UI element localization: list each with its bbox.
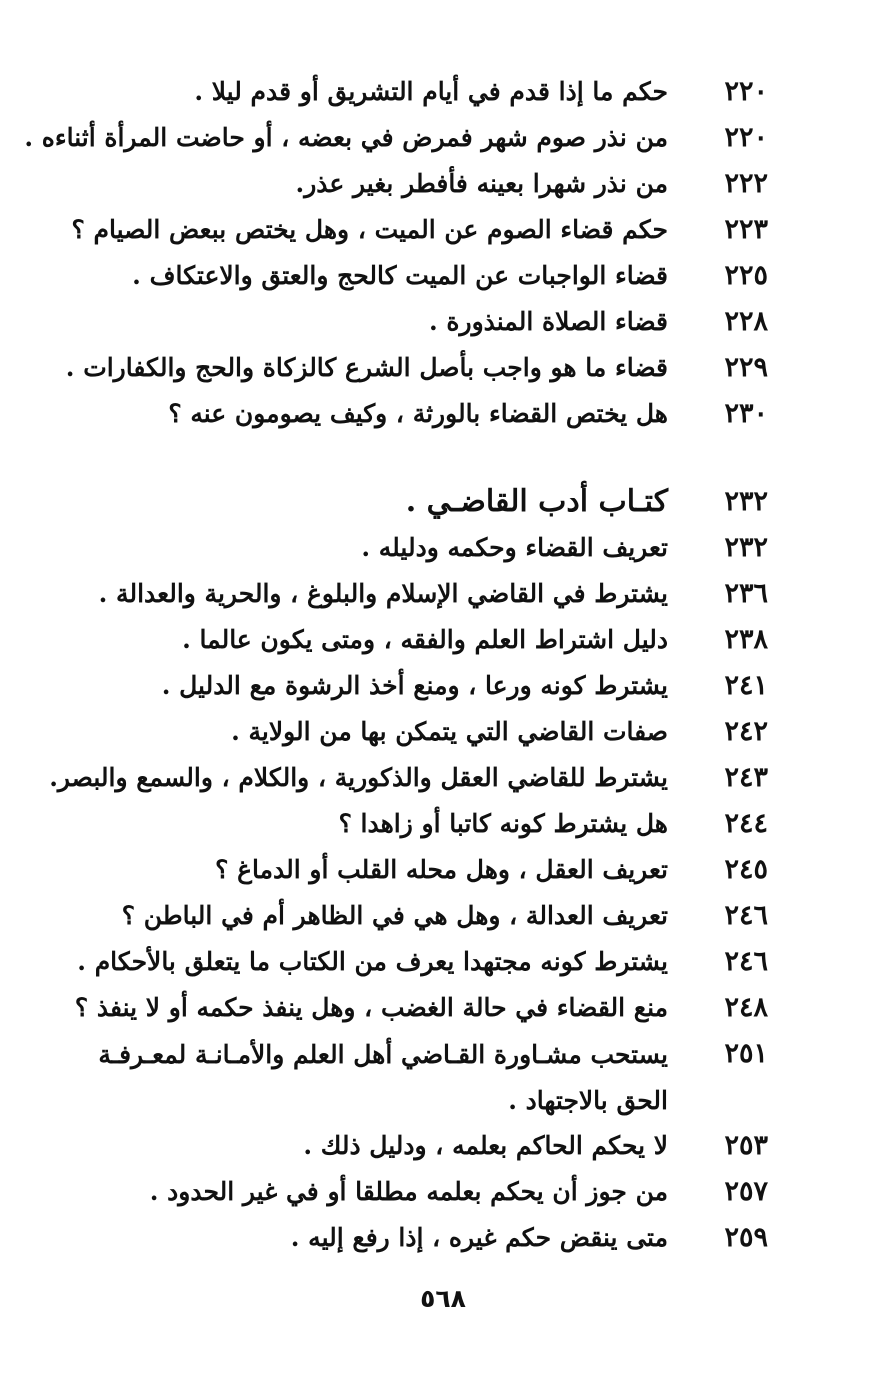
toc-entry-title: من نذر شهرا بعينه فأفطر بغير عذر. (295, 169, 668, 198)
toc-entry (0, 116, 886, 160)
toc-page-number: ٢٥٣ (724, 1130, 768, 1161)
toc-entry (0, 70, 886, 114)
toc-entry (0, 1216, 886, 1260)
toc-entry-title: يشترط للقاضي العقل والذكورية ، والكلام ، والسمع والبصر. (49, 763, 668, 792)
toc-entry-title: هل يشترط كونه كاتبا أو زاهدا ؟ (338, 809, 668, 838)
toc-entry-title: متى ينقض حكم غيره ، إذا رفع إليه . (290, 1223, 668, 1252)
toc-page-number: ٢٤٣ (724, 762, 768, 793)
toc-page-number: ٢٢٥ (724, 260, 768, 291)
toc-entry (0, 254, 886, 298)
toc-page-number: ٢٢٠ (724, 122, 768, 153)
toc-page-number: ٢٥٧ (724, 1176, 768, 1207)
toc-entry-title: حكم ما إذا قدم في أيام التشريق أو قدم ليلا . (194, 77, 668, 106)
toc-page-number: ٢٣٦ (724, 578, 768, 609)
toc-entry-title: قضاء ما هو واجب بأصل الشرع كالزكاة والحج والكفارات . (65, 353, 668, 382)
toc-page-number: ٢٢٣ (724, 214, 768, 245)
toc-entry-title: من جوز أن يحكم بعلمه مطلقا أو في غير الحدود . (149, 1177, 668, 1206)
toc-page-number: ٢٥٩ (724, 1222, 768, 1253)
toc-entry (0, 1032, 886, 1124)
toc-entry (0, 848, 886, 892)
toc-entry-title: يشترط في القاضي الإسلام والبلوغ ، والحرية والعدالة . (98, 579, 668, 608)
toc-entry-title: حكم قضاء الصوم عن الميت ، وهل يختص ببعض الصيام ؟ (71, 215, 668, 244)
toc-entry (0, 894, 886, 938)
toc-page-number: ٢٢٨ (724, 306, 768, 337)
toc-page-number: ٢٤٤ (724, 808, 768, 839)
toc-section-heading (0, 480, 886, 524)
toc-entry-title: لا يحكم الحاكم بعلمه ، ودليل ذلك . (303, 1131, 668, 1160)
toc-entry (0, 346, 886, 390)
toc-entry-title: هل يختص القضاء بالورثة ، وكيف يصومون عنه ؟ (168, 399, 668, 428)
toc-page-number: ٢٣٠ (724, 398, 768, 429)
toc-entry-title: تعريف القضاء وحكمه ودليله . (361, 533, 668, 562)
toc-entry (0, 756, 886, 800)
toc-page-number: ٢٥١ (724, 1038, 768, 1069)
toc-entry-title: قضاء الواجبات عن الميت كالحج والعتق والاعتكاف . (132, 261, 668, 290)
toc-page-number: ٢٤٥ (724, 854, 768, 885)
toc-entry (0, 392, 886, 436)
page-number-footer: ٥٦٨ (420, 1284, 466, 1313)
toc-page-number: ٢٣٢ (724, 532, 768, 563)
table-of-contents (0, 70, 886, 1270)
toc-entry (0, 162, 886, 206)
toc-page-number: ٢٤٦ (724, 900, 768, 931)
toc-entry (0, 1170, 886, 1214)
toc-entry (0, 986, 886, 1030)
toc-page-number: ٢٢٠ (724, 76, 768, 107)
toc-entry-title: يستحب مشـاورة القـاضي أهل العلم والأمـانـة لمعـرفـة الحق بالاجتهاد . (98, 1040, 668, 1115)
toc-entry (0, 940, 886, 984)
toc-entry (0, 300, 886, 344)
toc-entry-title: تعريف العقل ، وهل محله القلب أو الدماغ ؟ (215, 855, 668, 884)
toc-page-number: ٢٣٨ (724, 624, 768, 655)
toc-page-number: ٢٤٨ (724, 992, 768, 1023)
toc-page-number: ٢٤٢ (724, 716, 768, 747)
toc-entry-title: يشترط كونه مجتهدا يعرف من الكتاب ما يتعلق بالأحكام . (77, 947, 668, 976)
toc-entry-title: من نذر صوم شهر فمرض في بعضه ، أو حاضت المرأة أثناءه . (24, 123, 668, 152)
toc-entry-title: قضاء الصلاة المنذورة . (428, 307, 668, 336)
toc-page-number: ٢٤١ (724, 670, 768, 701)
toc-page-number: ٢٣٢ (724, 486, 768, 517)
toc-entry-title: صفات القاضي التي يتمكن بها من الولاية . (231, 717, 668, 746)
toc-entry (0, 710, 886, 754)
toc-page-number: ٢٢٩ (724, 352, 768, 383)
section-title: كتـاب أدب القاضـي . (405, 484, 668, 519)
toc-page-number: ٢٤٦ (724, 946, 768, 977)
toc-entry (0, 664, 886, 708)
toc-page-number: ٢٢٢ (724, 168, 768, 199)
toc-entry (0, 1124, 886, 1168)
toc-entry (0, 526, 886, 570)
toc-entry (0, 208, 886, 252)
toc-entry-title: تعريف العدالة ، وهل هي في الظاهر أم في الباطن ؟ (121, 901, 668, 930)
toc-entry (0, 618, 886, 662)
toc-entry-title: دليل اشتراط العلم والفقه ، ومتى يكون عالما . (182, 625, 668, 654)
toc-entry (0, 572, 886, 616)
toc-entry-title: منع القضاء في حالة الغضب ، وهل ينفذ حكمه أو لا ينفذ ؟ (74, 993, 668, 1022)
toc-entry (0, 802, 886, 846)
toc-entry-title: يشترط كونه ورعا ، ومنع أخذ الرشوة مع الدليل . (161, 671, 668, 700)
